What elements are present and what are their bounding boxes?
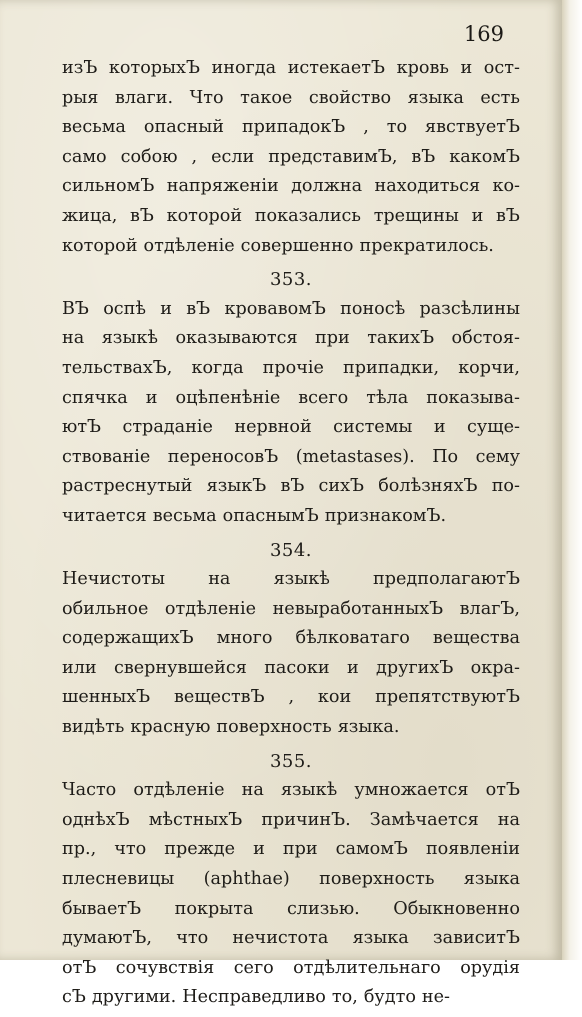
text-line: пр., что прежде и при самомЪ появленіи bbox=[62, 839, 520, 860]
text-line: Часто отдѣленіе на языкѣ умножается отЪ bbox=[62, 780, 520, 801]
paragraph-section bbox=[62, 265, 520, 531]
section-number: 355. bbox=[269, 750, 313, 772]
text-line: однѣхЪ мѣстныхЪ причинЪ. Замѣчается на bbox=[62, 809, 520, 830]
text-line: на языкѣ оказываются при такихЪ обстоя- bbox=[62, 328, 520, 349]
text-line: ствованіе переносовЪ (metastases). По сему bbox=[62, 446, 520, 467]
text-line: бываетЪ покрыта слизью. Обыкновенно bbox=[62, 898, 520, 919]
text-line: рыя влаги. Что такое свойство языка есть bbox=[62, 87, 520, 108]
text-line: сильномЪ напряженіи должна находиться ко- bbox=[62, 176, 520, 197]
paragraph-section bbox=[62, 54, 520, 261]
text-line: содержащихЪ много бѣлковатаго вещества bbox=[62, 628, 520, 649]
text-line: ютЪ страданіе нервной системы и суще- bbox=[62, 417, 520, 438]
text-line: изЪ которыхЪ иногда истекаетЪ кровь и ост- bbox=[62, 58, 520, 78]
text-line: думаютЪ, что нечистота языка зависитЪ bbox=[62, 928, 520, 949]
text-line: тельствахЪ, когда прочіе припадки, корчи, bbox=[62, 357, 520, 378]
text-line: или свернувшейся пасоки и другихЪ окра- bbox=[62, 657, 520, 678]
text-line: растреснутый языкЪ вЪ сихЪ болѣзняхЪ по- bbox=[62, 476, 520, 497]
page-edge bbox=[562, 0, 582, 960]
page-text bbox=[62, 54, 520, 1017]
text-line: спячка и оцѣпенѣніе всего тѣла показыва- bbox=[62, 387, 520, 408]
text-line: которой отдѣленіе совершенно прекратилось. bbox=[62, 235, 494, 256]
text-line: само собою , если представимЪ, вЪ какомЪ bbox=[62, 146, 520, 167]
page-number: 169 bbox=[463, 22, 504, 46]
text-line: видѣть красную поверхность языка. bbox=[62, 717, 400, 738]
section-number: 353. bbox=[269, 269, 313, 291]
text-line: Нечистоты на языкѣ предполагаютЪ bbox=[62, 569, 520, 590]
text-line: ВЪ оспѣ и вЪ кровавомЪ поносѣ разсѣлины bbox=[62, 298, 520, 319]
text-line: жица, вЪ которой показались трещины и вЪ bbox=[62, 205, 520, 226]
text-line: весьма опасный припадокЪ , то явствуетЪ bbox=[62, 117, 520, 138]
paragraph-section bbox=[62, 747, 520, 1013]
text-line: сЪ другими. Несправедливо то, будто не- bbox=[62, 987, 451, 1008]
text-line: обильное отдѣленіе невыработанныхЪ влагЪ, bbox=[62, 598, 520, 619]
text-line: отЪ сочувствія сего отдѣлительнаго орудія bbox=[62, 957, 520, 978]
text-line: читается весьма опаснымЪ признакомЪ. bbox=[62, 505, 447, 526]
text-line: плесневицы (aphthae) поверхность языка bbox=[62, 869, 520, 890]
text-line: шенныхЪ веществЪ , кои препятствуютЪ bbox=[62, 687, 520, 708]
paragraph-section bbox=[62, 536, 520, 743]
section-number: 354. bbox=[269, 539, 313, 561]
